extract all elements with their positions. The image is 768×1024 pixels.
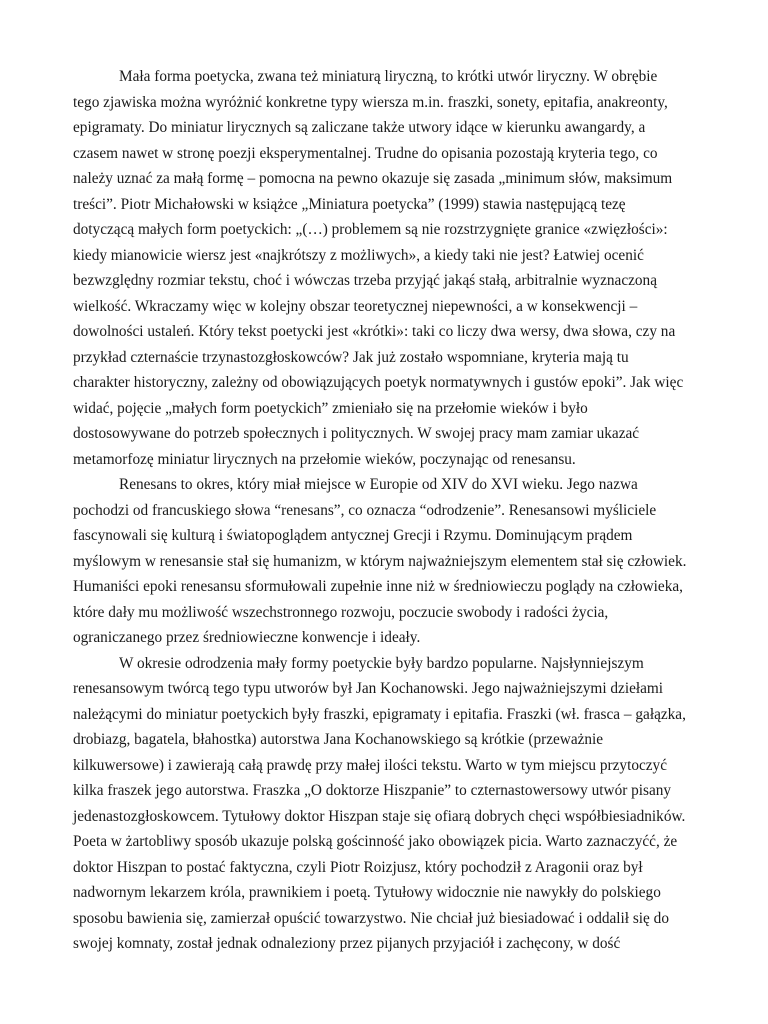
- text-line: myślowym w renesansie stał się humanizm, w którym najważniejszym elementem stał się człowiek.: [73, 552, 687, 570]
- text-line: Poeta w żartobliwy sposób ukazuje polską gościnność jako obowiązek picia. Warto zaznaczyćć, że: [73, 833, 678, 850]
- text-line: widać, pojęcie „małych form poetyckich” zmieniało się na przełomie wieków i było: [73, 399, 588, 417]
- text-line: charakter historyczny, zależny od obowiązujących poetyk normatywnych i gustów epoki”. Jak więc: [73, 374, 684, 391]
- text-line: treści”. Piotr Michałowski w książce „Miniatura poetycka” (1999) stawia następującą tezę: [73, 195, 626, 213]
- paragraph-first-line: W okresie odrodzenia mały formy poetyckie były bardzo popularne. Najsłynniejszym: [119, 654, 644, 672]
- text-line: przykład czternaście trzynastozgłoskowców? Jak już zostało wspomniane, kryteria mają tu: [73, 348, 629, 366]
- text-line: kilkuwersowe) i zawierają całą prawdę przy małej ilości tekstu. Warto w tym miejscu przytoczyć: [73, 756, 667, 774]
- text-line: ograniczanego przez średniowieczne konwencje i ideały.: [73, 629, 421, 646]
- text-line: dotyczącą małych form poetyckich: „(…) problemem są nie rozstrzygnięte granice «zwięzłości»:: [73, 221, 668, 238]
- text-line: należącymi do miniatur poetyckich były fraszki, epigramaty i epitafia. Fraszki (wł. frasca – gałązka,: [73, 705, 686, 723]
- text-line: doktor Hiszpan to postać faktyczna, czyli Piotr Roizjusz, który pochodził z Aragonii oraz był: [73, 858, 643, 876]
- text-line: dostosowywane do potrzeb społecznych i politycznych. W swojej pracy mam zamiar ukazać: [73, 425, 640, 442]
- paragraph-first-line: Mała forma poetycka, zwana też miniaturą liryczną, to krótki utwór liryczny. W obrębie: [119, 68, 658, 85]
- text-line: fascynowali się kulturą i światopoglądem antycznej Grecji i Rzymu. Dominującym prądem: [73, 527, 633, 544]
- text-line: wielkość. Wkraczamy więc w kolejny obszar teoretycznej niepewności, a w konsekwencji –: [73, 297, 638, 315]
- text-line: kiedy mianowicie wiersz jest «najkrótszy z możliwych», a kiedy taki nie jest? Łatwiej ocenić: [73, 246, 644, 264]
- text-line: kilka fraszek jego autorstwa. Fraszka „O doktorze Hiszpanie” to czternastowersowy utwór pisany: [73, 782, 672, 799]
- text-line: Humaniści epoki renesansu sformułowali zupełnie inne niż w średniowieczu poglądy na człowieka,: [73, 578, 683, 595]
- text-line: renesansowym twórcą tego typu utworów był Jan Kochanowski. Jego najważniejszymi dziełami: [73, 680, 664, 697]
- text-line: sposobu bawienia się, zamierzał opuścić towarzystwo. Nie chciał już biesiadować i oddalił się do: [73, 909, 669, 927]
- text-line: bezwzględny rozmiar tekstu, choć i wówczas trzeba przyjąć jakąś stałą, arbitralnie wyznaczoną: [73, 272, 657, 289]
- text-line: jedenastozgłoskowcem. Tytułowy doktor Hiszpan staje się ofiarą dobrych chęci współbiesiadników.: [73, 807, 686, 825]
- text-line: czasem nawet w stronę poezji eksperymentalnej. Trudne do opisania pozostają kryteria tego, co: [73, 144, 658, 162]
- paragraph-first-line: Renesans to okres, który miał miejsce w Europie od XIV do XVI wieku. Jego nazwa: [119, 476, 638, 493]
- text-line: tego zjawiska można wyróżnić konkretne typy wiersza m.in. fraszki, sonety, epitafia, anakreonty,: [73, 93, 668, 111]
- text-line: dowolności ustaleń. Który tekst poetycki jest «krótki»: taki co liczy dwa wersy, dwa słowa, czy na: [73, 323, 676, 340]
- text-line: swojej komnaty, został jednak odnaleziony przez pijanych przyjaciół i zachęcony, w dość: [73, 935, 621, 952]
- text-line: nadwornym lekarzem króla, prawnikiem i poetą. Tytułowy widocznie nie nawykły do polskiego: [73, 884, 661, 901]
- text-line: należy uznać za małą formę – pomocna na pewno okazuje się zasada „minimum słów, maksimum: [73, 170, 673, 187]
- body-text: [73, 64, 700, 957]
- text-line: pochodzi od francuskiego słowa “renesans”, co oznacza “odrodzenie”. Renesansowi myśliciele: [73, 501, 657, 519]
- text-line: które dały mu możliwość wszechstronnego rozwoju, poczucie swobody i radości życia,: [73, 603, 609, 621]
- text-line: epigramaty. Do miniatur lirycznych są zaliczane także utwory idące w kierunku awangardy, a: [73, 119, 646, 136]
- text-line: metamorfozę miniatur lirycznych na przełomie wieków, poczynając od renesansu.: [73, 450, 576, 468]
- text-line: drobiazg, bagatela, błahostka) autorstwa Jana Kochanowskiego są krótkie (przeważnie: [73, 731, 604, 748]
